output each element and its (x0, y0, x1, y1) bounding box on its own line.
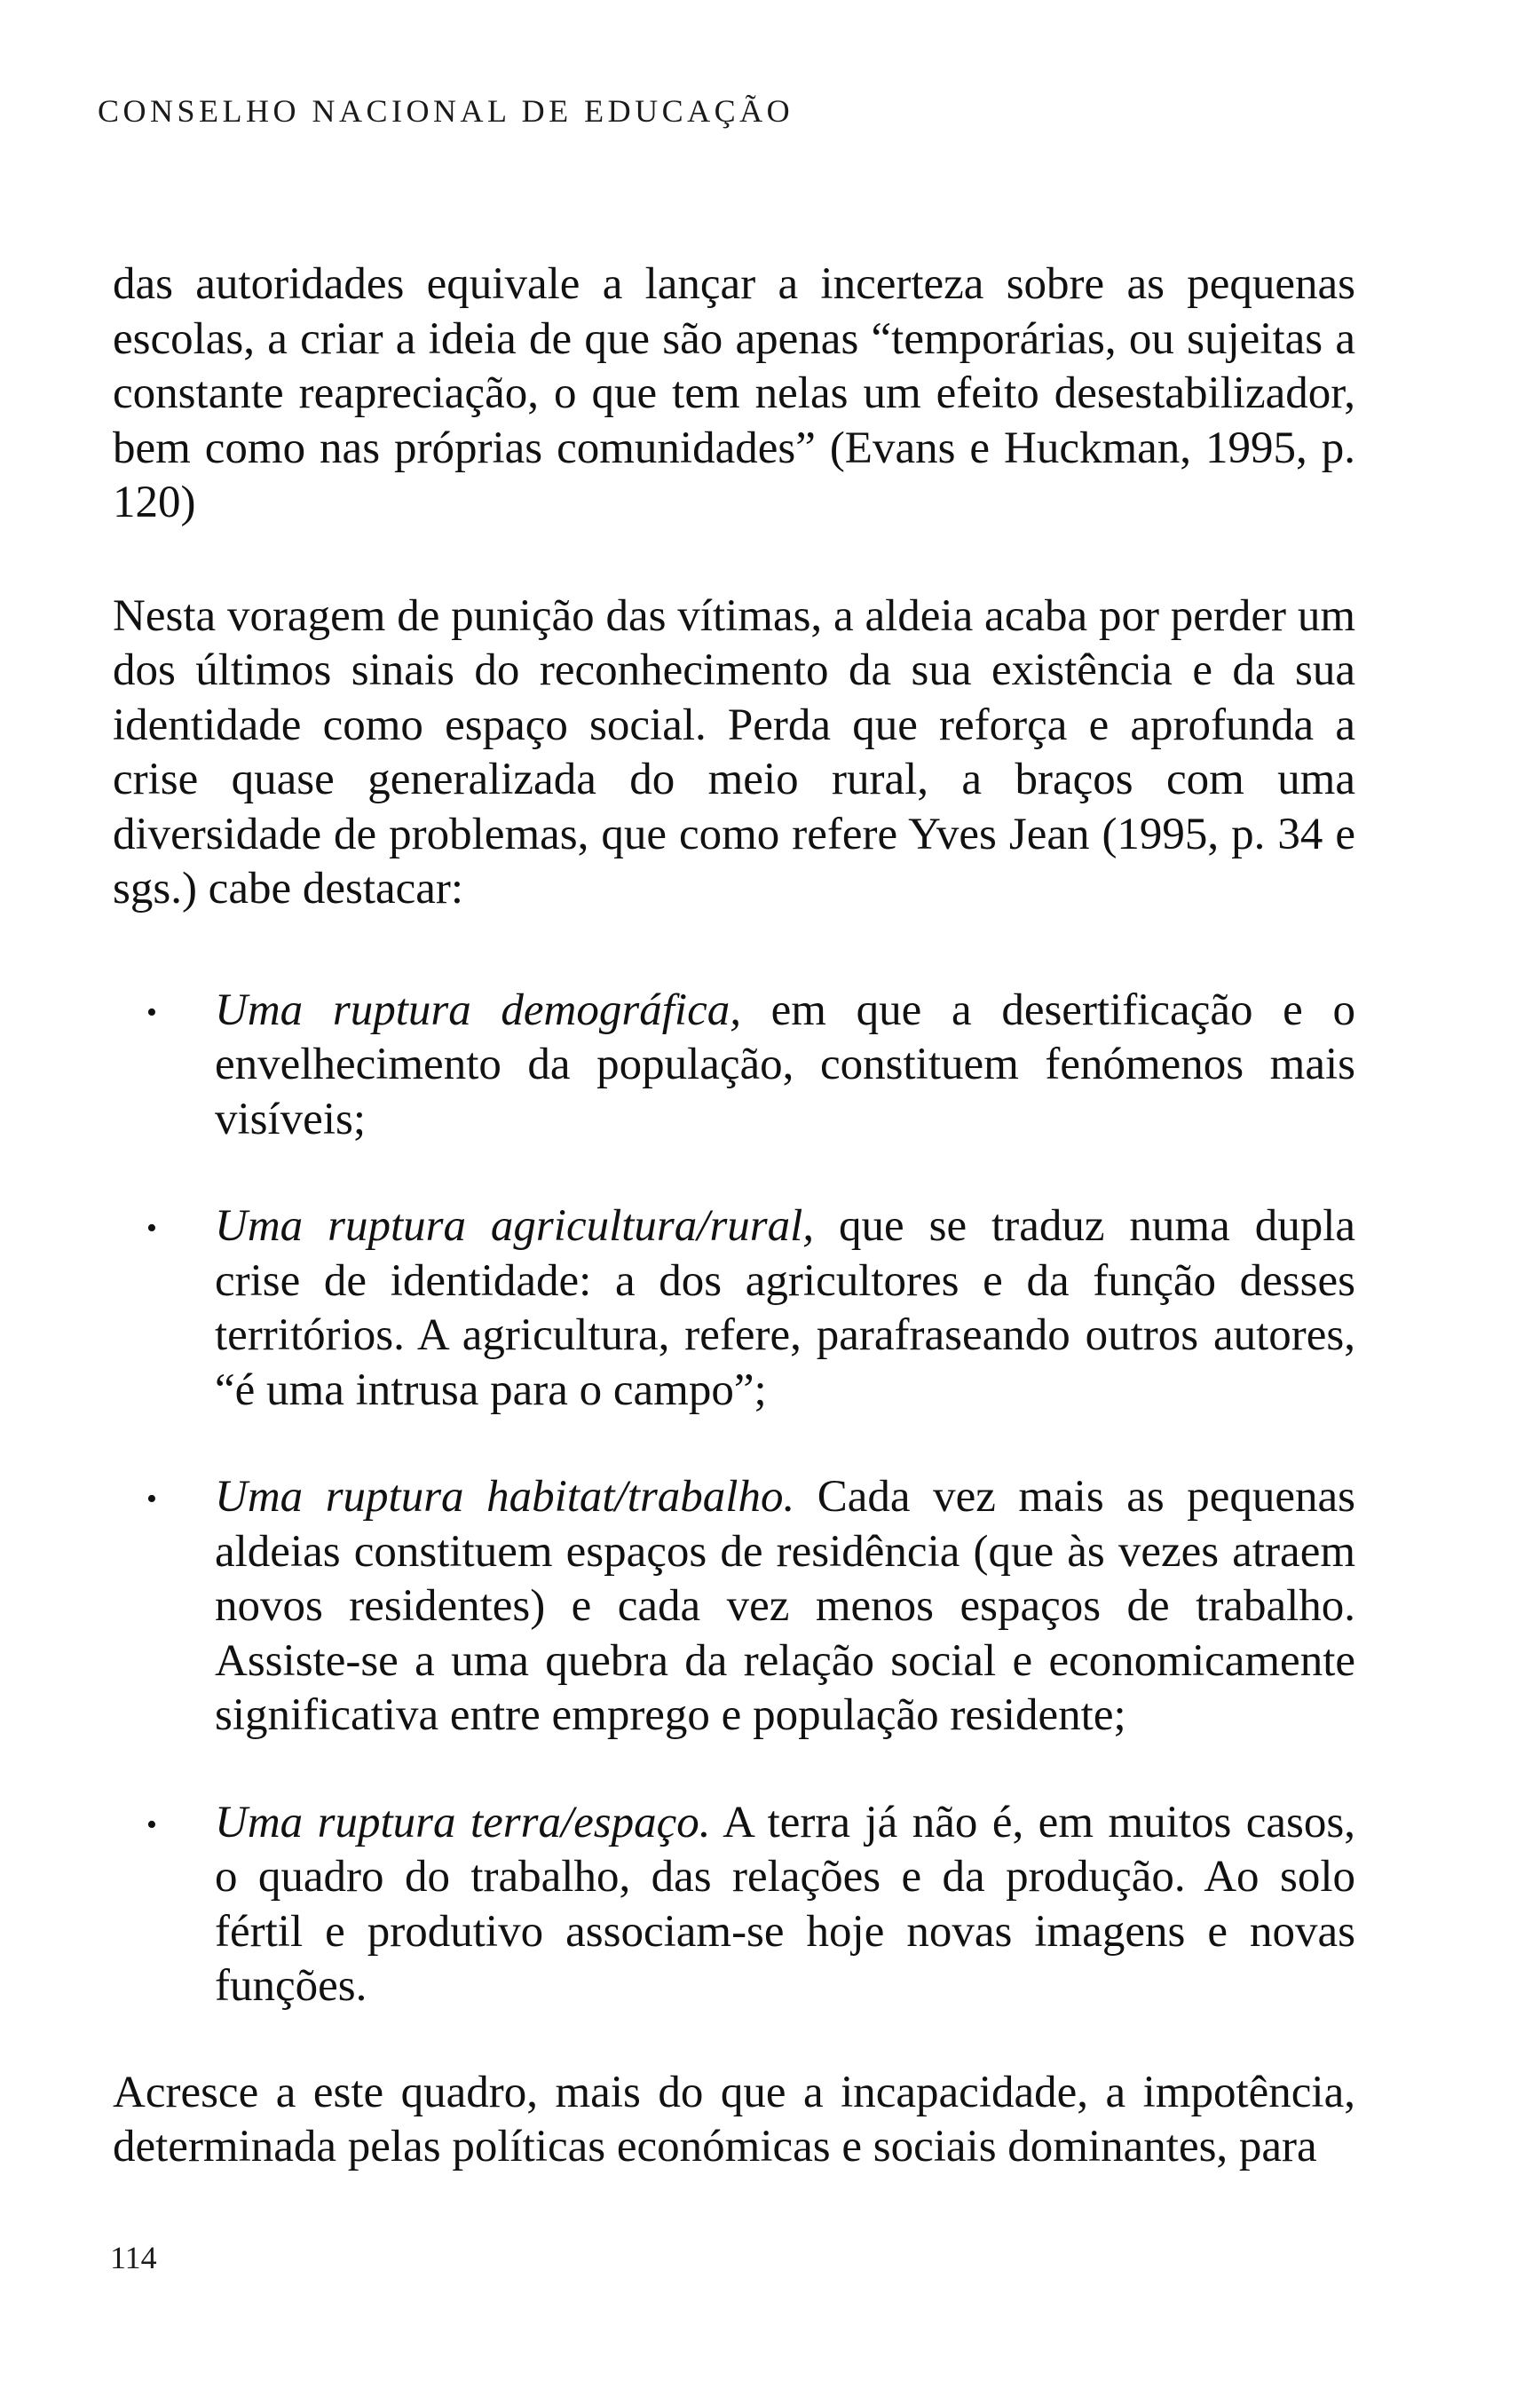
list-item-text: que se traduz numa dupla crise de identidade: a dos agricultores e da função desses territórios. A agricultura, refere, parafraseando outros autores, “é uma intrusa para o campo”; (215, 1201, 1355, 1415)
list-item-heading: Uma ruptura terra/espaço. (215, 1797, 711, 1847)
running-header: CONSELHO NACIONAL DE EDUCAÇÃO (98, 93, 794, 129)
list-item (113, 984, 1355, 1148)
list-item-text: Cada vez mais as pequenas aldeias constituem espaços de residência (que às vezes atraem novos residentes) e cada vez menos espaços de trabalho. Assiste-se a uma quebra da relação social e economicamente significativa entre emprego e população residente; (215, 1472, 1356, 1740)
list-item-heading: Uma ruptura demográfica, (215, 985, 741, 1035)
bullet-icon: • (146, 995, 157, 1029)
list-item (113, 1470, 1355, 1744)
paragraph-main: Nesta voragem de punição das vítimas, a aldeia acaba por perder um dos últimos sinais do reconhecimento da sua existência e da sua identidade como espaço social. Perda que reforça e aprofunda a crise quase generalizada do meio rural, a braços com uma diversidade de problemas, que como refere Yves Jean (1995, p. 34 e sgs.) cabe destacar: (113, 590, 1355, 914)
list-item-text: A terra já não é, em muitos casos, o quadro do trabalho, das relações e da produção. Ao solo fértil e produtivo associam-se hoje novas imagens e novas funções. (215, 1797, 1355, 2011)
bullet-icon: • (146, 1212, 157, 1245)
bullet-icon: • (146, 1808, 157, 1841)
rupture-list (113, 984, 1355, 2014)
paragraph-continuation: das autoridades equivale a lançar a incerteza sobre as pequenas escolas, a criar a ideia de que são apenas “temporárias, ou sujeitas a constante reapreciação, o que tem nelas um efeito desestabilizador, bem como nas próprias comunidades” (Evans e Huckman, 1995, p. 120) (113, 259, 1355, 527)
list-item-heading: Uma ruptura agricultura/rural, (215, 1201, 815, 1251)
list-item (113, 1796, 1355, 2014)
bullet-icon: • (146, 1483, 157, 1515)
list-item (113, 1199, 1355, 1418)
list-item-heading: Uma ruptura habitat/trabalho. (215, 1472, 795, 1522)
page-number: 114 (110, 2240, 157, 2275)
paragraph-closing: Acresce a este quadro, mais do que a incapacidade, a impotência, determinada pelas políticas económicas e sociais dominantes, para (113, 2067, 1355, 2171)
list-item-text: em que a desertificação e o envelhecimento da população, constituem fenómenos mais visíveis; (215, 985, 1355, 1144)
body-text (113, 257, 1355, 2175)
